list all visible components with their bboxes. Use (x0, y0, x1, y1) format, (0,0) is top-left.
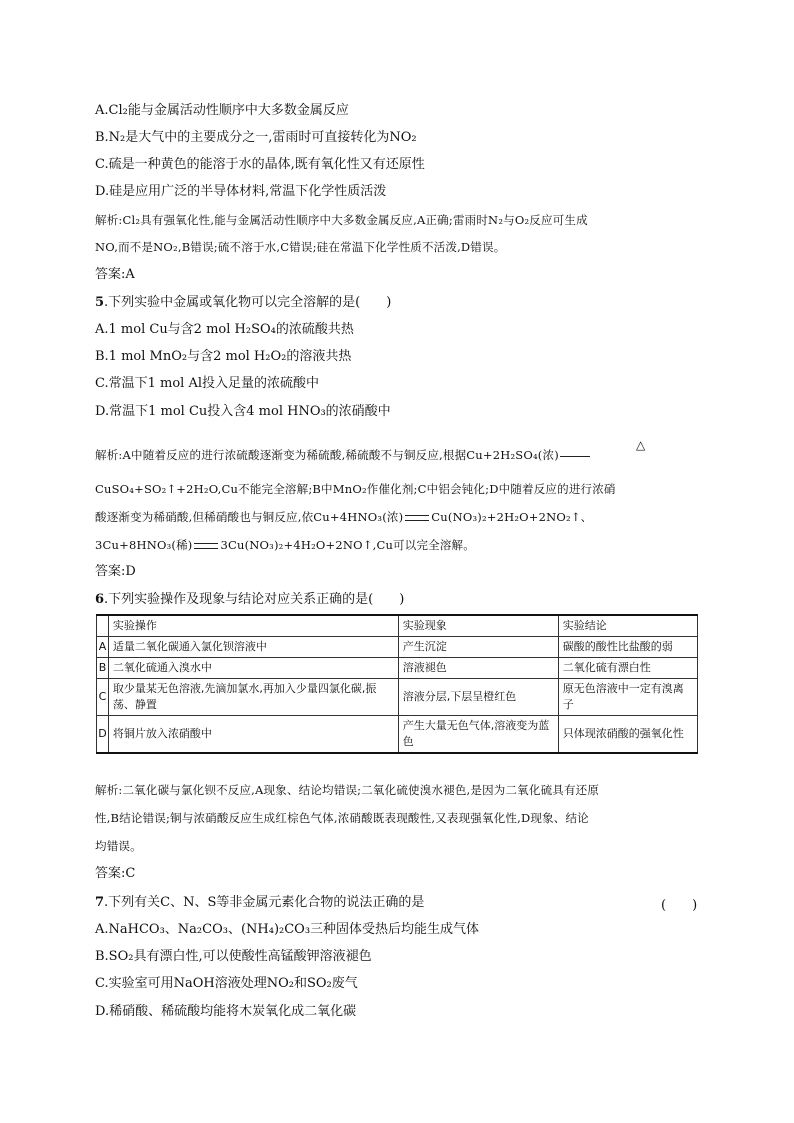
table-row: C 取少量某无色溶液,先滴加氯水,再加入少量四氯化碳,振荡、静置 溶液分层,下层呈橙红色 原无色溶液中一定有溴离子 (97, 679, 698, 716)
answer-blank: ( ) (661, 898, 698, 913)
q5-explanation-line-4: 3Cu+8HNO₃(稀) 3Cu(NO₃)₂+4H₂O+2NO↑,Cu可以完全溶解。 (95, 538, 475, 552)
q6-stem: 6.下列实验操作及现象与结论对应关系正确的是( ) (95, 592, 405, 607)
q4-option-d: D.硅是应用广泛的半导体材料,常温下化学性质活泼 (95, 184, 387, 199)
table-row: D 将铜片放入浓硝酸中 产生大量无色气体,溶液变为蓝色 只体现浓硝酸的强氧化性 (97, 716, 698, 754)
q5-explanation-line-1: 解析:A中随着反应的进行浓硫酸逐渐变为稀硫酸,稀硫酸不与铜反应,根据Cu+2H₂SO₄(浓) (95, 446, 591, 464)
q6-answer: 答案:C (95, 866, 136, 881)
q7-option-c: C.实验室可用NaOH溶液处理NO₂和SO₂废气 (95, 976, 358, 991)
table-row: A 适量二氧化碳通入氯化钡溶液中 产生沉淀 碳酸的酸性比盐酸的弱 (97, 637, 698, 658)
q5-option-c: C.常温下1 mol Al投入足量的浓硫酸中 (95, 376, 320, 391)
q5-option-a: A.1 mol Cu与含2 mol H₂SO₄的浓硫酸共热 (95, 322, 354, 337)
q7-option-d: D.稀硝酸、稀硫酸均能将木炭氧化成二氧化碳 (95, 1004, 357, 1019)
q6-explanation-line-1: 解析:二氧化碳与氯化钡不反应,A现象、结论均错误;二氧化硫使溴水褪色,是因为二氧化硫具有还原 (95, 783, 600, 797)
table-header: 实验结论 (558, 615, 697, 637)
q7-option-a: A.NaHCO₃、Na₂CO₃、(NH₄)₂CO₃三种固体受热后均能生成气体 (95, 922, 480, 937)
q6-explanation-line-3: 均错误。 (95, 839, 142, 853)
q5-option-b: B.1 mol MnO₂与含2 mol H₂O₂的溶液共热 (95, 349, 352, 364)
q5-option-d: D.常温下1 mol Cu投入含4 mol HNO₃的浓硝酸中 (95, 404, 391, 419)
q5-answer: 答案:D (95, 564, 136, 579)
q5-stem: 5.下列实验中金属或氧化物可以完全溶解的是( ) (95, 295, 392, 310)
experiment-table (96, 614, 698, 754)
table-header-row (97, 615, 698, 637)
q4-answer: 答案:A (95, 267, 135, 282)
reaction-arrow (560, 456, 590, 457)
q4-explanation-line-1: 解析:Cl₂具有强氧化性,能与金属活动性顺序中大多数金属反应,A正确;雷雨时N₂与O₂反应可生成 (95, 213, 588, 227)
equals-sign (405, 515, 429, 521)
q7-stem: 7.下列有关C、N、S等非金属元素化合物的说法正确的是 (95, 895, 425, 910)
q7-option-b: B.SO₂具有漂白性,可以使酸性高锰酸钾溶液褪色 (95, 949, 372, 964)
q4-option-c: C.硫是一种黄色的能溶于水的晶体,既有氧化性又有还原性 (95, 157, 425, 172)
heat-symbol: △ (636, 438, 646, 452)
q6-explanation-line-2: 性,B结论错误;铜与浓硝酸反应生成红棕色气体,浓硝酸既表现酸性,又表现强氧化性,D现象、结论 (95, 811, 589, 825)
table-header: 实验操作 (108, 615, 398, 637)
q5-explanation-line-2: CuSO₄+SO₂↑+2H₂O,Cu不能完全溶解;B中MnO₂作催化剂;C中铝会钝化;D中随着反应的进行浓硝 (95, 482, 616, 496)
explanation-label: 解析: (95, 213, 123, 227)
q5-explanation-line-3: 酸逐渐变为稀硝酸,但稀硝酸也与铜反应,依Cu+4HNO₃(浓) Cu(NO₃)₂+2H₂O+2NO₂↑、 (95, 510, 593, 524)
q4-explanation-line-2: NO,而不是NO₂,B错误;硫不溶于水,C错误;硅在常温下化学性质不活泼,D错误。 (95, 240, 506, 254)
table-row: B 二氧化硫通入溴水中 溶液褪色 二氧化硫有漂白性 (97, 658, 698, 679)
answer-label: 答案: (95, 267, 126, 282)
table-header: 实验现象 (398, 615, 558, 637)
equals-sign (194, 543, 218, 549)
q4-option-a: A.Cl₂能与金属活动性顺序中大多数金属反应 (95, 103, 349, 118)
q4-option-b: B.N₂是大气中的主要成分之一,雷雨时可直接转化为NO₂ (95, 130, 417, 145)
